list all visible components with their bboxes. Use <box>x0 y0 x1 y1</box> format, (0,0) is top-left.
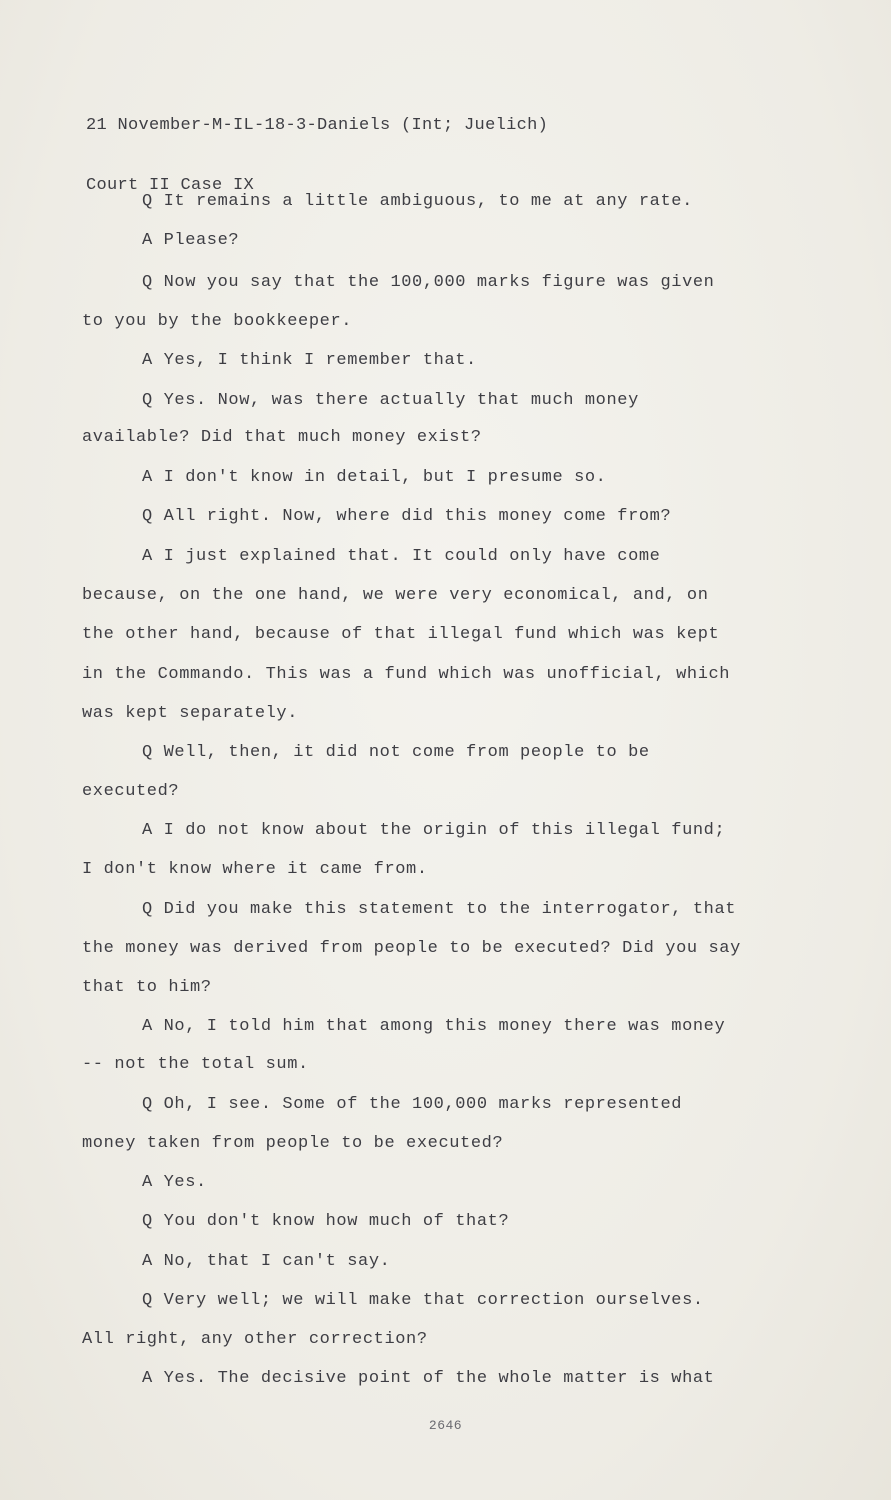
transcript-line: A Yes. <box>142 1173 207 1192</box>
transcript-line: Q Well, then, it did not come from people to be <box>142 743 650 762</box>
transcript-line: A No, I told him that among this money there was money <box>142 1017 726 1036</box>
header-line-2: Court II Case IX <box>86 176 255 195</box>
transcript-line: I don't know where it came from. <box>82 860 428 879</box>
transcript-line: in the Commando. This was a fund which was unofficial, which <box>82 665 731 684</box>
transcript-line: Q Oh, I see. Some of the 100,000 marks represented <box>142 1095 683 1114</box>
transcript-line: money taken from people to be executed? <box>82 1134 504 1153</box>
transcript-line: A Yes. The decisive point of the whole matter is what <box>142 1369 715 1388</box>
transcript-line: Q You don't know how much of that? <box>142 1212 510 1231</box>
transcript-line: All right, any other correction? <box>82 1330 428 1349</box>
transcript-line: Q Very well; we will make that correction ourselves. <box>142 1291 704 1310</box>
transcript-line: A I do not know about the origin of this illegal fund; <box>142 821 726 840</box>
page-number: 2646 <box>428 1418 463 1433</box>
transcript-line: because, on the one hand, we were very economical, and, on <box>82 586 709 605</box>
transcript-line: A Yes, I think I remember that. <box>142 351 477 370</box>
transcript-line: A I just explained that. It could only have come <box>142 547 661 566</box>
transcript-line: Q All right. Now, where did this money come from? <box>142 507 672 526</box>
transcript-line: Q Yes. Now, was there actually that much money <box>142 391 639 410</box>
transcript-line: Q Did you make this statement to the interrogator, that <box>142 900 737 919</box>
transcript-line: A Please? <box>142 231 240 250</box>
transcript-line: A No, that I can't say. <box>142 1252 391 1271</box>
transcript-line: the other hand, because of that illegal fund which was kept <box>82 625 720 644</box>
header-line-1: 21 November-M-IL-18-3-Daniels (Int; Juelich) <box>86 116 549 135</box>
transcript-line: was kept separately. <box>82 704 299 723</box>
transcript-line: available? Did that much money exist? <box>82 428 482 447</box>
transcript-line: the money was derived from people to be executed? Did you say <box>82 939 741 958</box>
transcript-line: A I don't know in detail, but I presume so. <box>142 468 607 487</box>
transcript-line: that to him? <box>82 978 212 997</box>
transcript-line: Q It remains a little ambiguous, to me at any rate. <box>142 192 693 211</box>
transcript-line: executed? <box>82 782 180 801</box>
transcript-line: -- not the total sum. <box>82 1055 309 1074</box>
transcript-line: Q Now you say that the 100,000 marks figure was given <box>142 273 715 292</box>
transcript-line: to you by the bookkeeper. <box>82 312 353 331</box>
